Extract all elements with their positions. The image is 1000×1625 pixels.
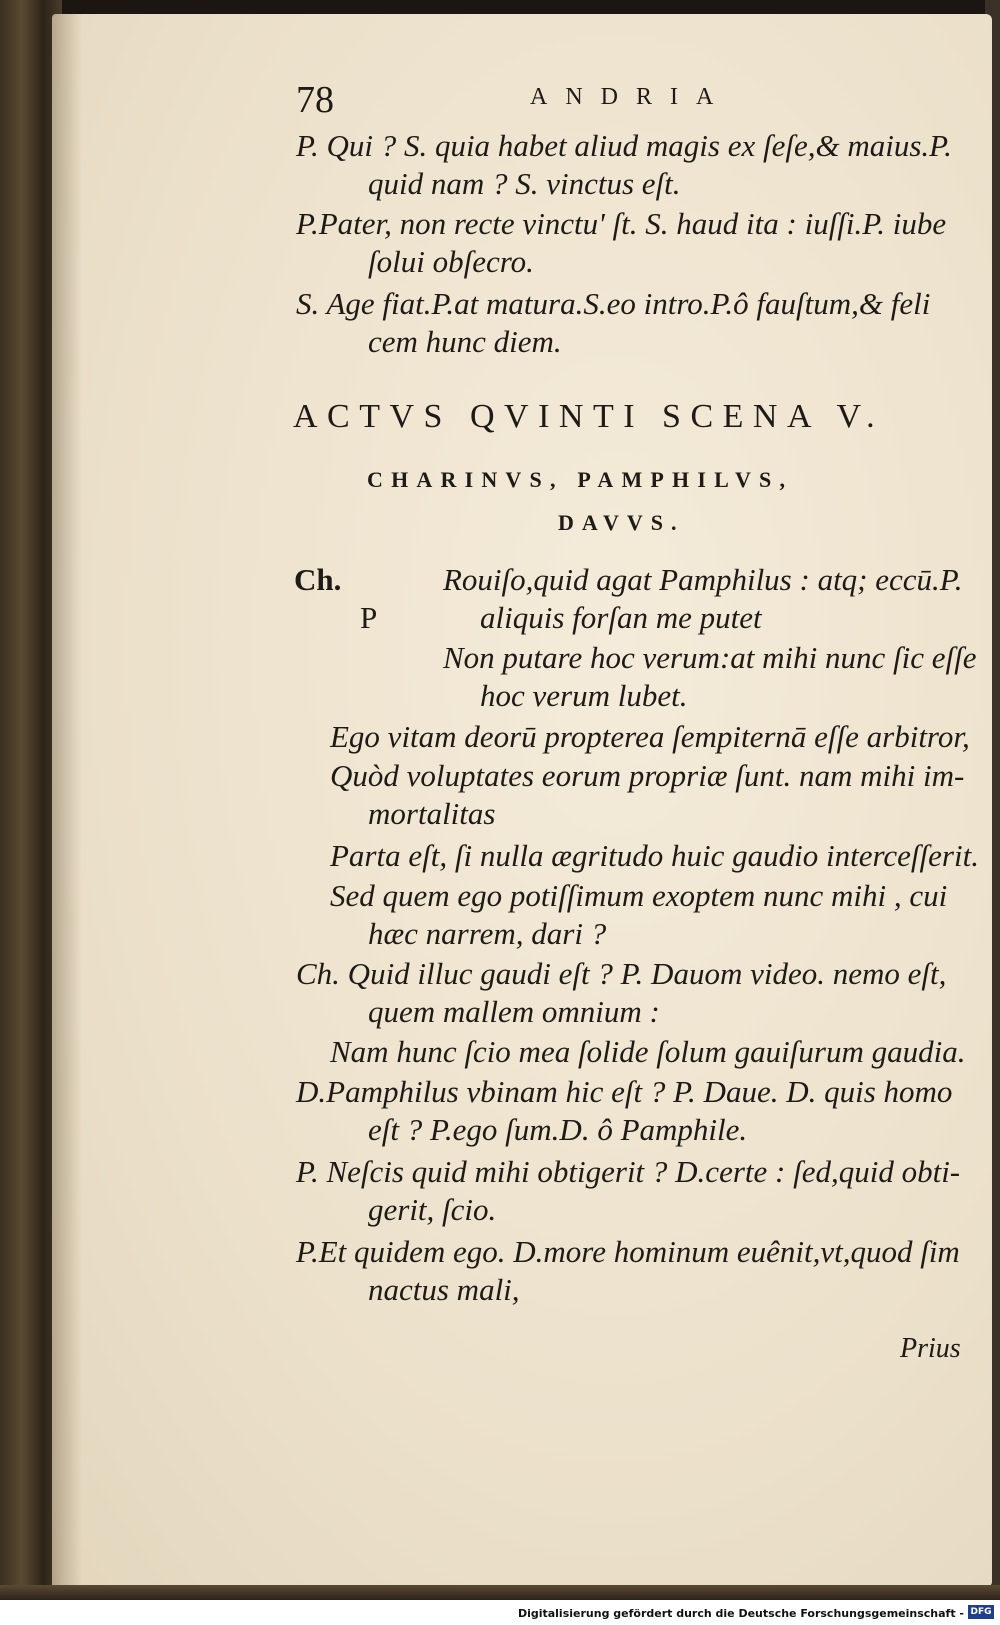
text-line: cem hunc diem.	[368, 324, 562, 359]
digitization-credit: Digitalisierung gefördert durch die Deutsche Forschungsgemeinschaft -	[517, 1607, 964, 1620]
text-line: quid nam ? S. vinctus eſt.	[368, 166, 681, 201]
page-gutter-shadow	[52, 14, 82, 1586]
catchword: Prius	[900, 1333, 961, 1364]
dialogue-line: Sed quem ego potiſſimum exoptem nunc mihi , cui	[330, 878, 948, 913]
dialogue-line: aliquis forſan me putet	[480, 600, 762, 635]
dialogue-line: Rouiſo,quid agat Pamphilus : atq; eccū.P.	[443, 562, 963, 597]
dialogue-line: Ego vitam deorū propterea ſempiternā eſſe arbitror,	[330, 719, 970, 754]
speaker-label: Ch.	[294, 562, 342, 597]
dialogue-line: P. Neſcis quid mihi obtigerit ? D.certe : ſed,quid obti-	[296, 1154, 961, 1189]
dialogue-line: hoc verum lubet.	[480, 678, 688, 713]
dialogue-line: nactus mali,	[368, 1272, 520, 1307]
text-line: S. Age fiat.P.at matura.S.eo intro.P.ô fauſtum,& feli	[296, 286, 931, 321]
dialogue-line: Non putare hoc verum:at mihi nunc ſic eſſe	[443, 640, 977, 675]
book-bottom-edge	[0, 1585, 1000, 1600]
text-line: P. Qui ? S. quia habet aliud magis ex ſeſe,& maius.P.	[296, 128, 952, 163]
scene-heading: ACTVS QVINTI SCENA V.	[293, 398, 885, 435]
dialogue-line: eſt ? P.ego ſum.D. ô Pamphile.	[368, 1112, 748, 1147]
text-line: P.Pater, non recte vinctu' ſt. S. haud ita : iuſſi.P. iube	[296, 206, 947, 241]
dfg-logo: DFG	[968, 1605, 994, 1619]
speaker-label: P	[360, 600, 378, 635]
character-list-cont: DAVVS.	[558, 510, 685, 535]
dialogue-line: Nam hunc ſcio mea ſolide ſolum gauiſurum gaudia.	[330, 1034, 966, 1069]
dialogue-line: P.Et quidem ego. D.more hominum euênit,vt,quod ſim	[296, 1234, 960, 1269]
dialogue-line: quem mallem omnium :	[368, 994, 660, 1029]
running-title: ANDRIA	[530, 84, 732, 110]
dialogue-line: Quòd voluptates eorum propriæ ſunt. nam mihi im-	[330, 758, 965, 793]
dialogue-line: gerit, ſcio.	[368, 1192, 497, 1227]
dialogue-line: Ch. Quid illuc gaudi eſt ? P. Dauom video. nemo eſt,	[296, 956, 947, 991]
dialogue-line: mortalitas	[368, 796, 496, 831]
dialogue-line: Parta eſt, ſi nulla ægritudo huic gaudio interceſſerit.	[330, 838, 979, 873]
dialogue-line: D.Pamphilus vbinam hic eſt ? P. Daue. D. quis homo	[296, 1074, 953, 1109]
page-number: 78	[296, 79, 334, 121]
text-line: ſolui obſecro.	[368, 244, 534, 279]
character-list: CHARINVS, PAMPHILVS,	[367, 467, 794, 492]
dialogue-line: hæc narrem, dari ?	[368, 916, 607, 951]
